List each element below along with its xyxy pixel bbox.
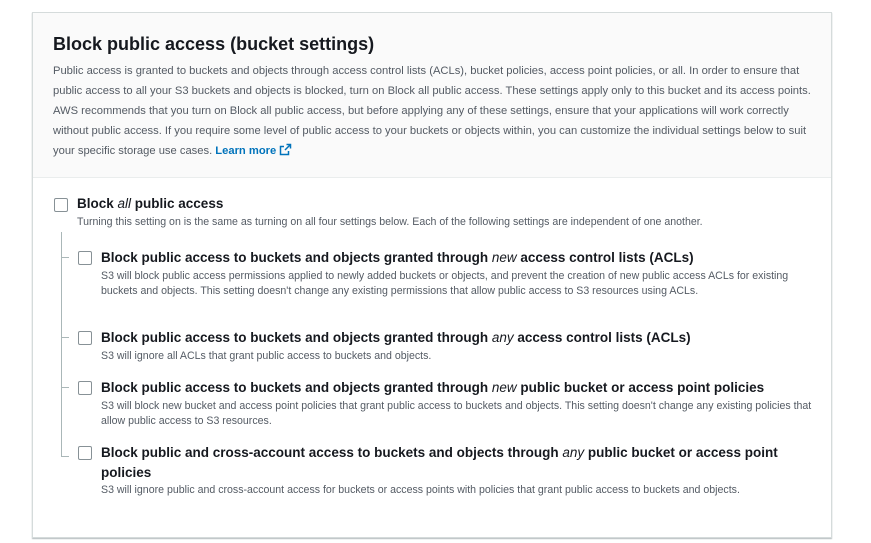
tree-branch [61, 257, 69, 258]
block-new-policies-checkbox[interactable] [78, 381, 92, 395]
block-any-acls-description: S3 will ignore all ACLs that grant public access to buckets and objects. [101, 350, 432, 362]
block-new-acls-description: S3 will block public access permissions applied to newly added buckets or objects, and prevent the creation of new public access ACLs for existing buckets and objects. This setting doesn't change any existing permissions that allow public access to S3 resources using ACLs. [101, 270, 789, 297]
block-all-description: Turning this setting on is the same as turning on all four settings below. Each of the following settings are independent of one another. [77, 216, 703, 228]
block-all-label [77, 194, 223, 214]
option-label-pre: Block public and cross-account access to buckets and objects through [101, 445, 563, 460]
learn-more-link[interactable] [215, 145, 292, 157]
block-all-label-em: all [117, 196, 132, 211]
block-new-policies-description: S3 will block new bucket and access point policies that grant public access to buckets and objects. This setting doesn't change any existing policies that allow public access to S3 resources. [101, 400, 812, 427]
block-all-label-post: public access [131, 196, 224, 211]
panel-header [33, 13, 831, 178]
option-label-em: new [491, 250, 517, 265]
block-new-policies-label [101, 378, 764, 398]
option-label-post: access control lists (ACLs) [513, 330, 691, 345]
block-any-acls-checkbox[interactable] [78, 331, 92, 345]
tree-branch [61, 387, 69, 388]
block-new-acls-label [101, 248, 694, 268]
option-label-pre: Block public access to buckets and objects granted through [101, 330, 492, 345]
block-cross-account-checkbox[interactable] [78, 446, 92, 460]
block-all-checkbox[interactable] [54, 198, 68, 212]
option-label-post: access control lists (ACLs) [516, 250, 694, 265]
tree-branch [61, 337, 69, 338]
option-label-pre: Block public access to buckets and objects granted through [101, 380, 492, 395]
block-cross-account-description: S3 will ignore public and cross-account access for buckets or access points with policies that grant public access to buckets and objects. [101, 484, 740, 496]
panel-description [53, 61, 811, 163]
block-any-acls-label [101, 328, 691, 348]
learn-more-label: Learn more [215, 145, 277, 157]
panel-description-text: Public access is granted to buckets and objects through access control lists (ACLs), bucket policies, access point policies, or all. In order to ensure that public access to all your S3 buckets and objects is blocked, turn on Block all public access. These settings apply only to this bucket and its access points. AWS recommends that you turn on Block all public access, but before applying any of these settings, ensure that your applications will work correctly without public access. If you require some level of public access to your buckets or objects within, you can customize the individual settings below to suit your specific storage use cases. [53, 65, 811, 157]
tree-branch [61, 456, 69, 457]
block-new-acls-checkbox[interactable] [78, 251, 92, 265]
option-label-em: new [491, 380, 517, 395]
option-label-pre: Block public access to buckets and objects granted through [101, 250, 492, 265]
tree-vertical-line [61, 232, 62, 457]
block-public-access-panel [32, 12, 832, 538]
block-cross-account-label [101, 443, 791, 483]
option-label-em: any [491, 330, 514, 345]
option-label-em: any [562, 445, 585, 460]
block-all-label-pre: Block [77, 196, 118, 211]
option-label-post: public bucket or access point policies [101, 445, 778, 480]
panel-title: Block public access (bucket settings) [53, 34, 375, 54]
external-link-icon [279, 143, 292, 163]
option-label-post: public bucket or access point policies [516, 380, 765, 395]
